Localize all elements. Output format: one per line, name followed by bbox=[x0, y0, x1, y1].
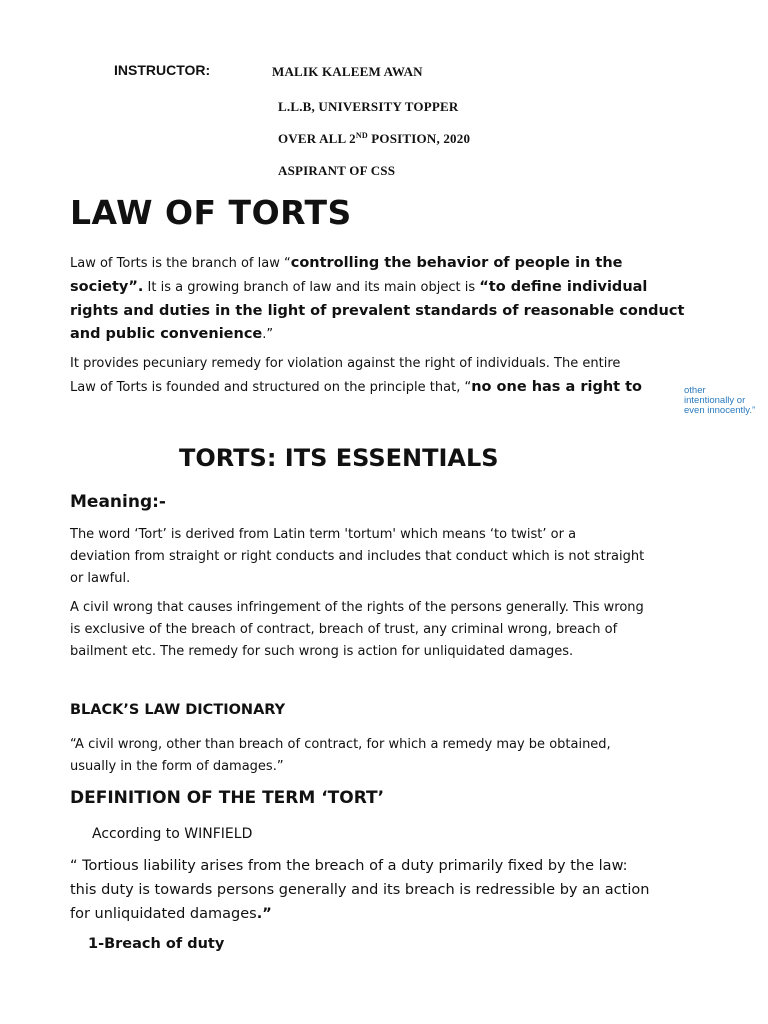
definition-heading: DEFINITION OF THE TERM ‘TORT’ bbox=[70, 788, 385, 808]
overflow-text-1: other bbox=[684, 385, 706, 396]
definition-line-1: “ Tortious liability arises from the breach of a duty primarily fixed by the law: bbox=[70, 858, 628, 874]
meaning-p1-line-2: deviation from straight or right conducts and includes that conduct which is not straight bbox=[70, 549, 645, 564]
meaning-p1-line-1: The word ‘Tort’ is derived from Latin term 'tortum' which means ‘to twist’ or a bbox=[70, 527, 577, 542]
meaning-p2-line-2: is exclusive of the breach of contract, breach of trust, any criminal wrong, breach of bbox=[70, 622, 618, 637]
credential-topper: L.L.B, UNIVERSITY TOPPER bbox=[278, 99, 459, 114]
winfield-label: According to WINFIELD bbox=[92, 826, 253, 842]
blacks-line-2: usually in the form of damages.” bbox=[70, 759, 284, 774]
intro-p2-line-2: Law of Torts is founded and structured on the principle that, “no one has a right to bbox=[70, 379, 643, 395]
blacks-heading: BLACK’S LAW DICTIONARY bbox=[70, 702, 286, 718]
blacks-line-1: “A civil wrong, other than breach of contract, for which a remedy may be obtained, bbox=[70, 737, 611, 752]
overflow-text-2: intentionally or bbox=[684, 395, 746, 406]
instructor-label: INSTRUCTOR: bbox=[114, 62, 211, 78]
meaning-p1-line-3: or lawful. bbox=[70, 571, 131, 586]
credential-css: ASPIRANT OF CSS bbox=[278, 163, 396, 178]
meaning-p2-line-1: A civil wrong that causes infringement of the rights of the persons generally. This wrong bbox=[70, 600, 644, 615]
page-title: LAW OF TORTS bbox=[70, 193, 352, 232]
breach-of-duty-item: 1-Breach of duty bbox=[88, 936, 225, 952]
definition-line-2: this duty is towards persons generally and its breach is redressible by an action bbox=[70, 882, 650, 898]
overflow-text-3: even innocently.” bbox=[684, 405, 756, 416]
credential-position: OVER ALL 2ND POSITION, 2020 bbox=[278, 131, 471, 146]
meaning-heading: Meaning:- bbox=[70, 492, 166, 512]
intro-line-4: and public convenience.” bbox=[70, 326, 274, 342]
intro-p2-line-1: It provides pecuniary remedy for violation against the right of individuals. The entire bbox=[70, 356, 621, 371]
intro-line-3: rights and duties in the light of prevalent standards of reasonable conduct bbox=[70, 303, 685, 319]
instructor-name: MALIK KALEEM AWAN bbox=[272, 64, 423, 79]
essentials-heading: TORTS: ITS ESSENTIALS bbox=[179, 444, 499, 472]
intro-line-2: society”. It is a growing branch of law and its main object is “to define individual bbox=[70, 279, 648, 295]
intro-line-1: Law of Torts is the branch of law “controlling the behavior of people in the bbox=[70, 255, 623, 271]
definition-line-3: for unliquidated damages.” bbox=[70, 906, 272, 922]
meaning-p2-line-3: bailment etc. The remedy for such wrong is action for unliquidated damages. bbox=[70, 644, 574, 659]
